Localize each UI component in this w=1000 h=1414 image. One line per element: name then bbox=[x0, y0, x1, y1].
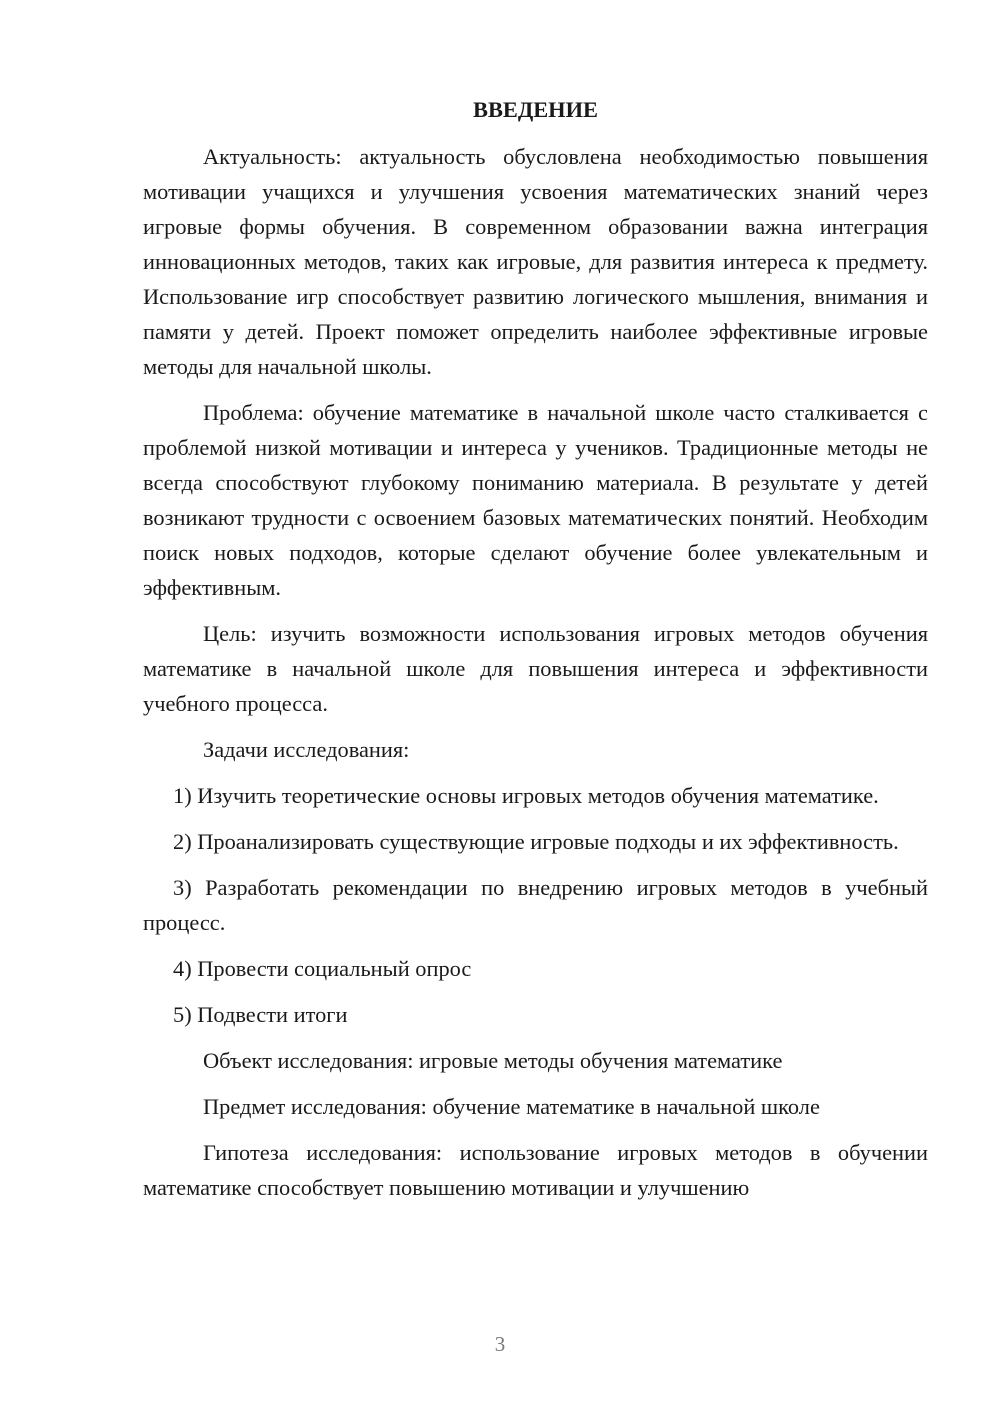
goal-paragraph: Цель: изучить возможности использования игровых методов обучения математике в начальной школе для повышения интереса и эффективности учебного процесса. bbox=[143, 621, 928, 716]
tasks-title: Задачи исследования: bbox=[203, 737, 410, 762]
section-heading: ВВЕДЕНИЕ bbox=[473, 97, 598, 122]
task-item-1: 1) Изучить теоретические основы игровых методов обучения математике. bbox=[173, 783, 879, 808]
hypothesis-paragraph: Гипотеза исследования: использование игровых методов в обучении математике способствует повышению мотивации и улучшению bbox=[143, 1140, 928, 1200]
problem-paragraph: Проблема: обучение математике в начальной школе часто сталкивается с проблемой низкой мотивации и интереса у учеников. Традиционные методы не всегда способствуют глубокому пониманию материала. В результате у детей возникают трудности с освоением базовых математических понятий. Необходим поиск новых подходов, которые сделают обучение более увлекательным и эффективным. bbox=[143, 400, 928, 600]
page-number: 3 bbox=[494, 1332, 506, 1356]
task-item-5: 5) Подвести итоги bbox=[173, 1002, 348, 1027]
document-page bbox=[143, 92, 928, 1205]
task-item-4: 4) Провести социальный опрос bbox=[173, 956, 472, 981]
research-object: Объект исследования: игровые методы обучения математике bbox=[203, 1048, 783, 1073]
task-item-3: 3) Разработать рекомендации по внедрению игровых методов в учебный процесс. bbox=[143, 875, 928, 935]
relevance-paragraph: Актуальность: актуальность обусловлена необходимостью повышения мотивации учащихся и улучшения усвоения математических знаний через игровые формы обучения. В современном образовании важна интеграция инновационных методов, таких как игровые, для развития интереса к предмету. Использование игр способствует развитию логического мышления, внимания и памяти у детей. Проект поможет определить наиболее эффективные игровые методы для начальной школы. bbox=[143, 144, 928, 379]
research-subject: Предмет исследования: обучение математике в начальной школе bbox=[203, 1094, 820, 1119]
task-item-2: 2) Проанализировать существующие игровые подходы и их эффективность. bbox=[173, 829, 899, 854]
